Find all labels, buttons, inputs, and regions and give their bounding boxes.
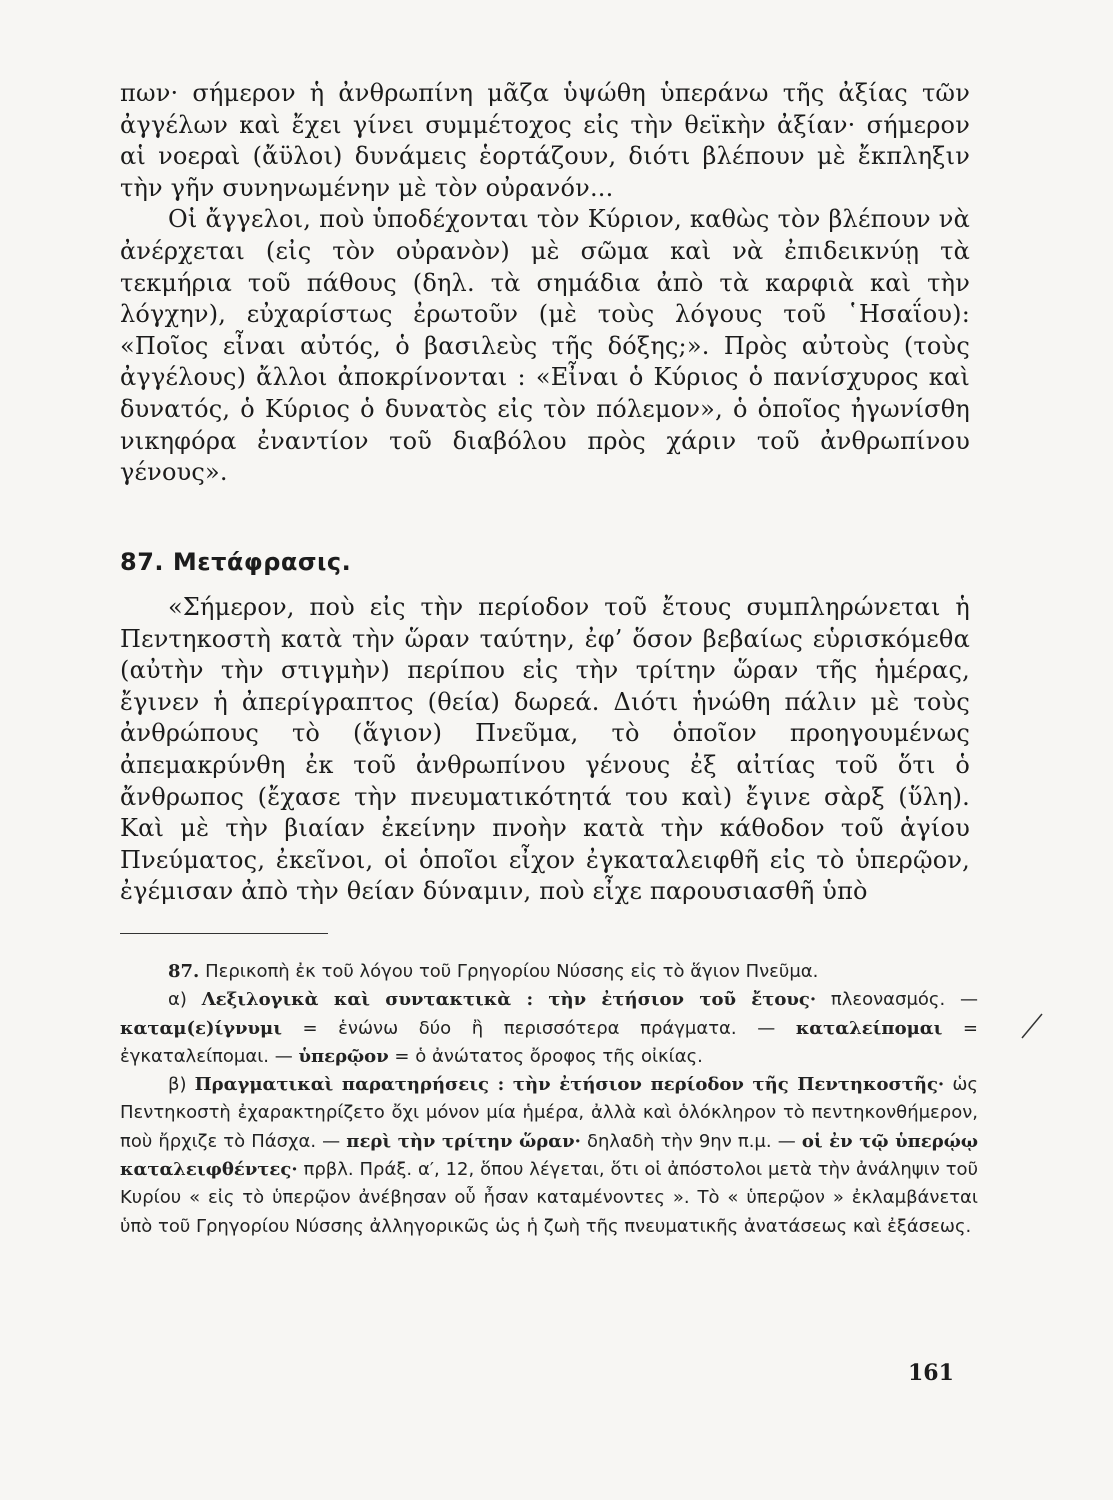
- footnote-text: Περικοπὴ ἐκ τοῦ λόγου τοῦ Γρηγορίου Νύσσης εἰς τὸ ἅγιον Πνεῦμα.: [205, 961, 819, 982]
- footnote-87: [120, 958, 978, 986]
- section-heading: 87. Μετάφρασις.: [120, 548, 352, 576]
- footnote-term: καταλείπομαι: [795, 1017, 943, 1039]
- footnote-factual-heading: Πραγματικαὶ παρατηρήσεις : τὴν ἐτήσιον περίοδον τῆς Πεντηκοστῆς·: [194, 1074, 945, 1096]
- footnote-number: 87.: [168, 961, 200, 982]
- footnote-lexical-heading: Λεξιλογικὰ καὶ συντακτικὰ : τὴν ἐτήσιον τοῦ ἔτους·: [201, 989, 817, 1011]
- translation-text: [120, 592, 970, 908]
- footnote-label-b: β): [168, 1074, 187, 1096]
- footnote-term: περὶ τὴν τρίτην ὥραν·: [346, 1130, 581, 1152]
- footnote-term: καταμ(ε)ίγνυμι: [120, 1017, 282, 1039]
- footnote-lexical: [120, 986, 978, 1071]
- footnote-text: = ὁ ἀνώτατος ὄροφος τῆς οἰκίας.: [394, 1045, 703, 1067]
- margin-slash-mark: [1016, 1010, 1046, 1040]
- body-text: [120, 78, 970, 489]
- footnote-text: πλεονασμός. —: [830, 989, 978, 1011]
- footnote-label-a: α): [168, 989, 187, 1011]
- footnote-text: ὡς Πεντηκοστὴ ἐχαρακτηρίζετο ὄχι μόνον μία ἡμέρα, ἀλλὰ καὶ ὁλόκληρον τὸ πεντηκονθήμερον, ποὺ ἤρχιζε τὸ Πάσχα. —: [120, 1074, 978, 1152]
- footnote-divider: [120, 933, 328, 934]
- page-number: 161: [908, 1360, 954, 1386]
- footnotes: [120, 958, 978, 1241]
- footnote-text: πρβλ. Πράξ. α′, 12, ὅπου λέγεται, ὅτι οἱ ἀπόστολοι μετὰ τὴν ἀνάληψιν τοῦ Κυρίου « εἰς τὸ ὑπερῷον ἀνέβησαν οὗ ἦσαν καταμένοντες ». Τὸ « ὑπερῷον » ἐκλαμβάνεται ὑπὸ τοῦ Γρηγορίου Νύσσης ἀλληγορικῶς ὡς ἡ ζωὴ τῆς πνευματικῆς ἀνατάσεως καὶ ἐξάσεως.: [120, 1159, 978, 1237]
- translation-paragraph: «Σήμερον, ποὺ εἰς τὴν περίοδον τοῦ ἔτους συμπληρώνεται ἡ Πεντηκοστὴ κατὰ τὴν ὥραν ταύτην, ἐφ’ ὅσον βεβαίως εὑρισκόμεθα (αὐτὴν τὴν στιγμὴν) περίπου εἰς τὴν τρίτην ὥραν τῆς ἡμέρας, ἔγινεν ἡ ἀπερίγραπτος (θεία) δωρεά. Διότι ἡνώθη πάλιν μὲ τοὺς ἀνθρώπους τὸ (ἅγιον) Πνεῦμα, τὸ ὁποῖον προηγουμένως ἀπεμακρύνθη ἐκ τοῦ ἀνθρωπίνου γένους ἐξ αἰτίας τοῦ ὅτι ὁ ἄνθρωπος (ἔχασε τὴν πνευματικότητά του καὶ) ἔγινε σὰρξ (ὕλη). Καὶ μὲ τὴν βιαίαν ἐκείνην πνοὴν κατὰ τὴν κάθοδον τοῦ ἁγίου Πνεύματος, ἐκεῖνοι, οἱ ὁποῖοι εἶχον ἐγκαταλειφθῆ εἰς τὸ ὑπερῷον, ἐγέμισαν ἀπὸ τὴν θείαν δύναμιν, ποὺ εἶχε παρουσιασθῆ ὑπὸ: [120, 593, 970, 906]
- footnote-text: = ἑνώνω δύο ἢ περισσότερα πράγματα. —: [302, 1017, 776, 1039]
- body-paragraph-2: Οἱ ἄγγελοι, ποὺ ὑποδέχονται τὸν Κύριον, καθὼς τὸν βλέπουν νὰ ἀνέρχεται (εἰς τὸν οὐρανὸν) μὲ σῶμα καὶ νὰ ἐπιδεικνύῃ τὰ τεκμήρια τοῦ πάθους (δηλ. τὰ σημάδια ἀπὸ τὰ καρφιὰ καὶ τὴν λόγχην), εὐχαρίστως ἐρωτοῦν (μὲ τοὺς λόγους τοῦ ῾Ησαΐου): «Ποῖος εἶναι αὐτός, ὁ βασιλεὺς τῆς δόξης;». Πρὸς αὐτοὺς (τοὺς ἀγγέλους) ἄλλοι ἀποκρίνονται : «Εἶναι ὁ Κύριος ὁ πανίσχυρος καὶ δυνατός, ὁ Κύριος ὁ δυνατὸς εἰς τὸν πόλεμον», ὁ ὁποῖος ἠγωνίσθη νικηφόρα ἐναντίον τοῦ διαβόλου πρὸς χάριν τοῦ ἀνθρωπίνου γένους».: [120, 205, 970, 487]
- footnote-text: δηλαδὴ τὴν 9ην π.μ. —: [587, 1130, 796, 1152]
- body-paragraph-1: πων· σήμερον ἡ ἀνθρωπίνη μᾶζα ὑψώθη ὑπεράνω τῆς ἀξίας τῶν ἀγγέλων καὶ ἔχει γίνει συμμέτοχος εἰς τὴν θεϊκὴν ἀξίαν· σήμερον αἱ νοεραὶ (ἄϋλοι) δυνάμεις ἑορτάζουν, διότι βλέπουν μὲ ἔκπληξιν τὴν γῆν συνηνωμένην μὲ τὸν οὐρανόν...: [120, 79, 970, 202]
- footnote-factual: [120, 1071, 978, 1241]
- footnote-text: = ἐγκαταλείπομαι. —: [120, 1017, 978, 1067]
- footnote-term: οἱ ἐν τῷ ὑπερῴῳ καταλειφθέντες·: [120, 1130, 978, 1181]
- footnote-term: ὑπερῷον: [298, 1045, 389, 1067]
